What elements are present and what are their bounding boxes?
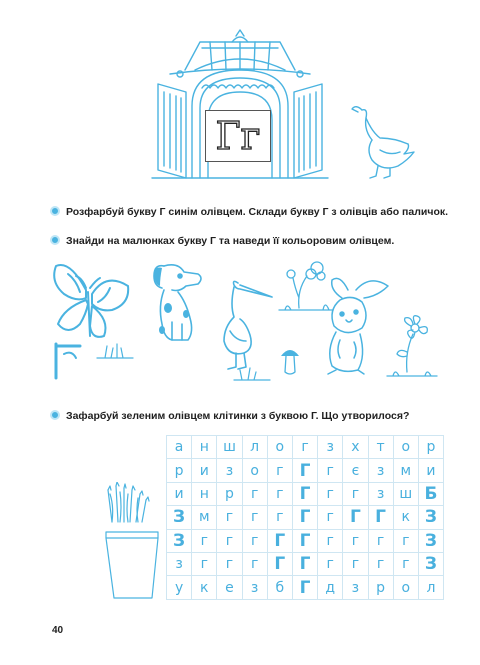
- grid-cell[interactable]: г: [343, 482, 368, 505]
- grid-cell[interactable]: З: [418, 552, 443, 575]
- grid-cell[interactable]: Г: [292, 482, 317, 505]
- grid-cell[interactable]: г: [192, 529, 217, 552]
- grid-cell[interactable]: е: [217, 576, 242, 599]
- grid-cell[interactable]: з: [242, 576, 267, 599]
- grid-cell[interactable]: г: [267, 506, 292, 529]
- grid-cell[interactable]: г: [318, 552, 343, 575]
- dog-icon: [150, 262, 205, 344]
- grid-cell[interactable]: З: [167, 506, 192, 529]
- grid-cell[interactable]: г: [368, 529, 393, 552]
- grid-row: [167, 436, 444, 459]
- grid-cell[interactable]: З: [418, 529, 443, 552]
- grid-cell[interactable]: р: [167, 459, 192, 482]
- grid-cell[interactable]: з: [368, 482, 393, 505]
- grid-cell[interactable]: г: [393, 529, 418, 552]
- grid-cell[interactable]: г: [343, 552, 368, 575]
- grid-cell[interactable]: г: [242, 506, 267, 529]
- grid-cell[interactable]: р: [217, 482, 242, 505]
- grid-cell[interactable]: Б: [418, 482, 443, 505]
- grid-cell[interactable]: з: [217, 459, 242, 482]
- task-3: [50, 410, 409, 422]
- grass-icon: [232, 362, 272, 382]
- grid-cell[interactable]: Г: [292, 459, 317, 482]
- grid-row: [167, 506, 444, 529]
- grid-cell[interactable]: г: [217, 506, 242, 529]
- grid-cell[interactable]: З: [418, 506, 443, 529]
- daisy-icon: [385, 312, 440, 382]
- mushroom-icon: [275, 342, 305, 380]
- letter-card: [205, 110, 271, 162]
- grid-cell[interactable]: н: [192, 482, 217, 505]
- grid-cell[interactable]: н: [192, 436, 217, 459]
- grid-cell[interactable]: г: [242, 552, 267, 575]
- task-2: [50, 235, 394, 247]
- grid-cell[interactable]: и: [167, 482, 192, 505]
- grid-cell[interactable]: м: [393, 459, 418, 482]
- grid-cell[interactable]: З: [167, 529, 192, 552]
- grid-cell[interactable]: м: [192, 506, 217, 529]
- grid-cell[interactable]: ш: [393, 482, 418, 505]
- task-2-text: Знайди на малюнках букву Г та наведи її кольоровим олівцем.: [66, 235, 395, 247]
- grid-cell[interactable]: л: [242, 436, 267, 459]
- grid-row: [167, 529, 444, 552]
- grid-cell[interactable]: о: [393, 576, 418, 599]
- grid-cell[interactable]: т: [368, 436, 393, 459]
- grid-cell[interactable]: д: [318, 576, 343, 599]
- grid-cell[interactable]: Г: [292, 576, 317, 599]
- grid-cell[interactable]: Г: [368, 506, 393, 529]
- grid-cell[interactable]: г: [217, 529, 242, 552]
- grid-cell[interactable]: г: [318, 459, 343, 482]
- bullet-icon: [50, 206, 60, 216]
- letter-card-text: Гг: [215, 114, 261, 158]
- grid-cell[interactable]: г: [343, 529, 368, 552]
- grid-cell[interactable]: з: [368, 459, 393, 482]
- letter-grid: [166, 435, 444, 600]
- grid-cell[interactable]: Г: [292, 529, 317, 552]
- grid-cell[interactable]: г: [242, 529, 267, 552]
- task-3-text: Зафарбуй зеленим олівцем клітинки з буквою Г. Що утворилося?: [66, 410, 410, 422]
- grid-cell[interactable]: г: [393, 552, 418, 575]
- grid-cell[interactable]: у: [167, 576, 192, 599]
- grid-cell[interactable]: Г: [267, 529, 292, 552]
- grid-cell[interactable]: ш: [217, 436, 242, 459]
- grid-cell[interactable]: г: [242, 482, 267, 505]
- grid-cell[interactable]: г: [267, 482, 292, 505]
- grid-cell[interactable]: б: [267, 576, 292, 599]
- grid-cell[interactable]: л: [418, 576, 443, 599]
- bullet-icon: [50, 235, 60, 245]
- stork-icon: [210, 275, 275, 375]
- grid-cell[interactable]: г: [292, 436, 317, 459]
- grid-cell[interactable]: Г: [292, 552, 317, 575]
- butterfly-icon: [50, 258, 132, 383]
- task-1: [50, 206, 448, 218]
- pencil-cup-icon: [98, 482, 168, 602]
- grid-row: [167, 576, 444, 599]
- grass-icon: [95, 340, 135, 360]
- page-number: 40: [52, 625, 64, 636]
- grid-cell[interactable]: г: [192, 552, 217, 575]
- grid-cell[interactable]: г: [368, 552, 393, 575]
- grid-cell[interactable]: г: [318, 506, 343, 529]
- task-1-text: Розфарбуй букву Г синім олівцем. Склади букву Г з олівців або паличок.: [66, 206, 449, 218]
- grid-cell[interactable]: з: [167, 552, 192, 575]
- grid-cell[interactable]: и: [192, 459, 217, 482]
- grid-cell[interactable]: з: [343, 576, 368, 599]
- grid-cell[interactable]: а: [167, 436, 192, 459]
- grid-cell[interactable]: г: [318, 482, 343, 505]
- grid-cell[interactable]: Г: [267, 552, 292, 575]
- grid-row: [167, 482, 444, 505]
- grid-cell[interactable]: х: [343, 436, 368, 459]
- grid-cell[interactable]: г: [267, 459, 292, 482]
- grid-cell[interactable]: г: [217, 552, 242, 575]
- grid-cell[interactable]: р: [368, 576, 393, 599]
- grid-cell[interactable]: о: [242, 459, 267, 482]
- goose-icon: [350, 100, 420, 180]
- grid-cell[interactable]: к: [192, 576, 217, 599]
- grid-row: [167, 459, 444, 482]
- grid-cell[interactable]: Г: [343, 506, 368, 529]
- grid-cell[interactable]: Г: [292, 506, 317, 529]
- rabbit-icon: [318, 270, 393, 380]
- grid-cell[interactable]: з: [318, 436, 343, 459]
- grid-row: [167, 552, 444, 575]
- grid-cell[interactable]: о: [393, 436, 418, 459]
- grid-cell[interactable]: о: [267, 436, 292, 459]
- grid-cell[interactable]: и: [418, 459, 443, 482]
- grid-cell[interactable]: к: [393, 506, 418, 529]
- grid-cell[interactable]: р: [418, 436, 443, 459]
- grid-cell[interactable]: г: [318, 529, 343, 552]
- grid-cell[interactable]: є: [343, 459, 368, 482]
- bullet-icon: [50, 410, 60, 420]
